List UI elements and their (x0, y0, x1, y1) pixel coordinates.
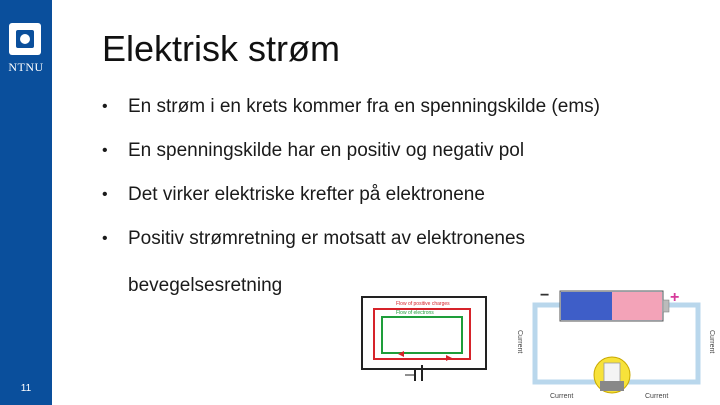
circuit-diagram-left (360, 295, 490, 385)
red-flow-label: Flow of positive charges (396, 301, 450, 307)
sidebar (0, 0, 52, 405)
circuit-diagram-right (510, 285, 718, 403)
current-label: Current (550, 393, 574, 400)
negative-terminal-label: − (540, 287, 550, 304)
current-label: Current (708, 330, 715, 354)
page-number: 11 (20, 383, 32, 394)
current-label: Current (516, 330, 523, 354)
bullet-list (100, 96, 600, 272)
logo-text: NTNU (8, 60, 44, 74)
bullet-item: • Positiv strømretning er motsatt av elektronenes (100, 228, 600, 272)
green-flow-label: Flow of electrons (396, 310, 434, 316)
page-title: Elektrisk strøm (102, 28, 340, 69)
bullet-item: • En spenningskilde har en positiv og negativ pol (100, 140, 600, 184)
bullet-item: • Det virker elektriske krefter på elektronene (100, 184, 600, 228)
bullet-continuation: bevegelsesretning (128, 275, 283, 296)
positive-terminal-label: + (670, 289, 680, 306)
bullet-item: • En strøm i en krets kommer fra en spenningskilde (ems) (100, 96, 600, 140)
current-label: Current (645, 393, 669, 400)
ntnu-logo-icon (9, 23, 41, 55)
